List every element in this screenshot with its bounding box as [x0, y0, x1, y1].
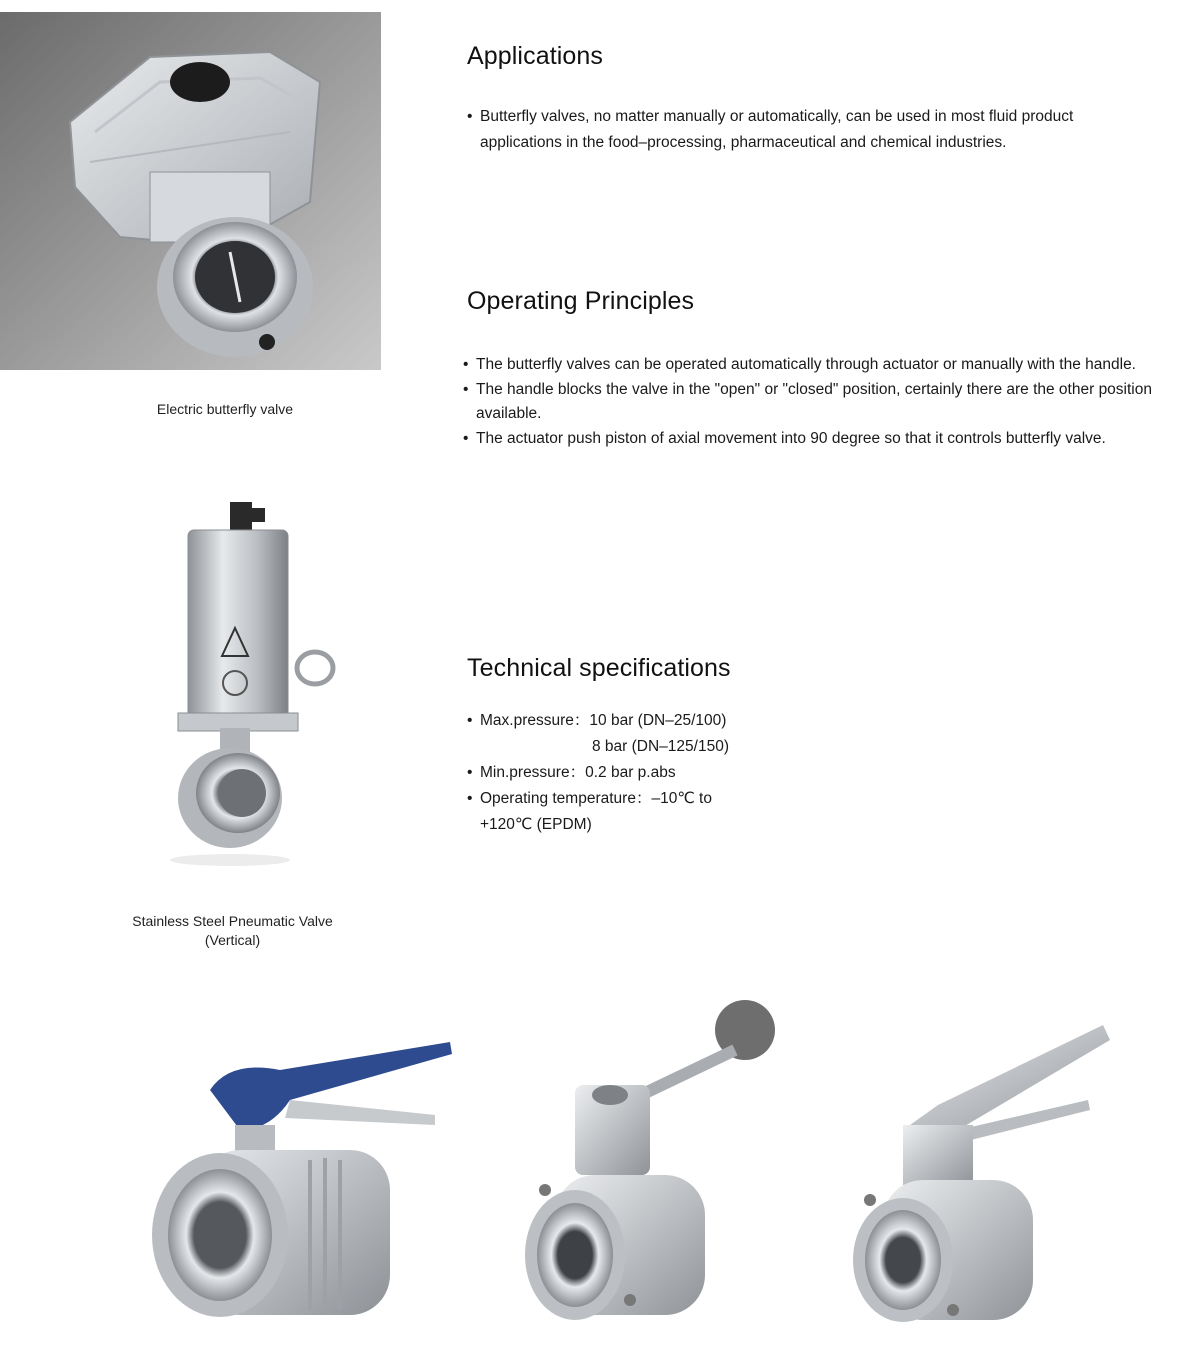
technical-specifications-list: [467, 708, 767, 838]
applications-list: [467, 104, 1137, 156]
operating-principles-item: • The handle blocks the valve in the "open" or "closed" position, certainly there are the other position available.: [463, 378, 1163, 427]
operating-principles-list: [463, 353, 1163, 451]
electric-valve-caption: Electric butterfly valve: [156, 401, 294, 417]
max-pressure-value-1: 10 bar (DN–25/100): [589, 712, 727, 729]
pneumatic-valve-caption: Stainless Steel Pneumatic Valve (Vertical): [132, 913, 333, 948]
operating-temperature-spec: [467, 786, 750, 838]
applications-title: Applications: [467, 42, 604, 70]
blue-handle-valve-image: [140, 1020, 465, 1340]
pneumatic-valve-image: [130, 488, 350, 868]
min-pressure-value: 0.2 bar p.abs: [585, 764, 676, 781]
operating-principles-title: Operating Principles: [467, 287, 695, 315]
operating-temperature-label: Operating temperature：: [480, 790, 652, 807]
max-pressure-label: Max.pressure：: [480, 712, 590, 729]
ball-handle-valve-image: [520, 1000, 790, 1340]
operating-principles-item: • The butterfly valves can be operated automatically through actuator or manually with the handle.: [463, 353, 1163, 378]
technical-specifications-title: Technical specifications: [467, 654, 731, 682]
operating-principles-item: • The actuator push piston of axial movement into 90 degree so that it controls butterfly valve.: [463, 427, 1163, 452]
min-pressure-label: Min.pressure：: [480, 764, 586, 781]
max-pressure-value-2: 8 bar (DN–125/150): [592, 738, 729, 755]
min-pressure-spec: [467, 760, 767, 786]
operating-temperature-value: –10℃ to +120℃ (EPDM): [480, 790, 712, 833]
electric-butterfly-valve-image: [0, 12, 381, 370]
max-pressure-spec: [467, 708, 767, 760]
steel-handle-valve-image: [848, 1020, 1118, 1340]
applications-item: • Butterfly valves, no matter manually or automatically, can be used in most fluid product applications in the food–processing, pharmaceutical and chemical industries.: [467, 104, 1137, 156]
